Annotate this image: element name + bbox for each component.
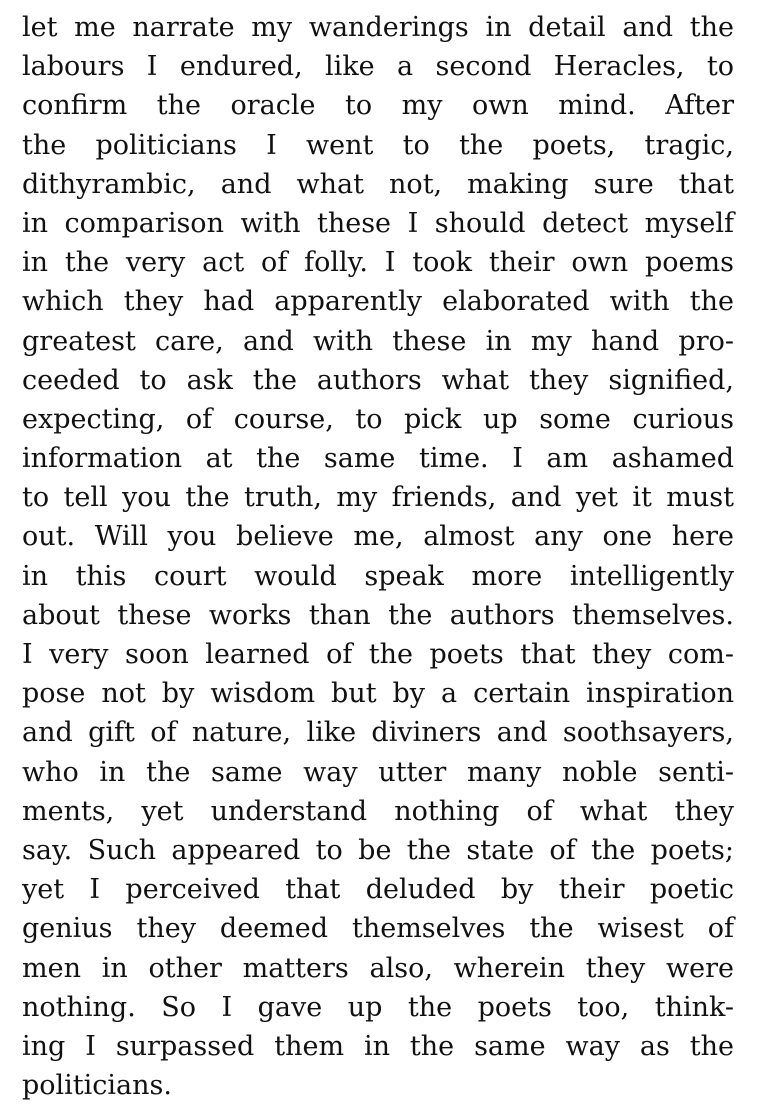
text-line: to tell you the truth, my friends, and yet it must (22, 482, 734, 514)
text-line: ceeded to ask the authors what they signified, (22, 364, 734, 396)
text-line: nothing. So I gave up the poets too, think- (22, 991, 734, 1023)
text-line: greatest care, and with these in my hand pro- (22, 325, 734, 357)
text-line: politicians. (22, 1070, 172, 1102)
text-line: say. Such appeared to be the state of the poets; (22, 834, 734, 866)
text-line: men in other matters also, wherein they were (22, 952, 734, 984)
text-line: yet I perceived that deluded by their poetic (22, 874, 734, 906)
text-line: in comparison with these I should detect myself (22, 207, 734, 239)
text-line: the politicians I went to the poets, tragic, (22, 129, 734, 161)
text-line: who in the same way utter many noble senti- (22, 756, 734, 788)
text-line: pose not by wisdom but by a certain inspiration (22, 678, 734, 710)
text-line: expecting, of course, to pick up some curious (22, 403, 734, 435)
text-line: in the very act of folly. I took their own poems (22, 247, 734, 279)
text-line: ments, yet understand nothing of what they (22, 795, 734, 827)
text-line: which they had apparently elaborated with the (22, 286, 734, 318)
text-line: out. Will you believe me, almost any one here (22, 521, 734, 553)
text-line: let me narrate my wanderings in detail and the (22, 12, 734, 43)
text-line: about these works than the authors themselves. (22, 599, 734, 631)
text-line: I very soon learned of the poets that they com- (22, 639, 734, 670)
text-line: confirm the oracle to my own mind. After (22, 90, 734, 122)
text-line: information at the same time. I am ashamed (22, 443, 734, 475)
page-text-block (22, 8, 734, 1105)
text-line: labours I endured, like a second Heracles, to (22, 51, 734, 83)
text-line: dithyrambic, and what not, making sure that (22, 168, 734, 200)
text-line: genius they deemed themselves the wisest of (22, 913, 734, 945)
text-line: in this court would speak more intelligently (22, 560, 734, 592)
text-line: and gift of nature, like diviners and soothsayers, (22, 717, 734, 749)
text-line: ing I surpassed them in the same way as the (22, 1030, 734, 1062)
